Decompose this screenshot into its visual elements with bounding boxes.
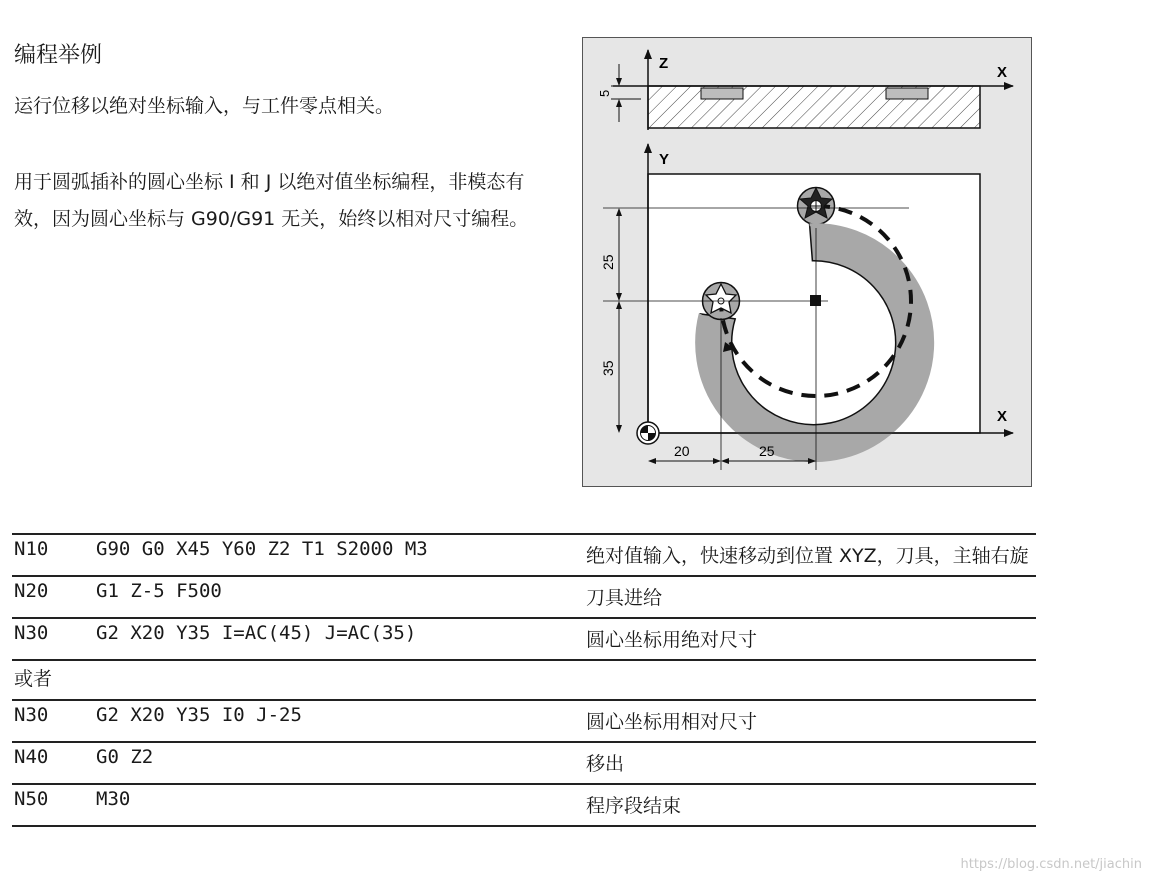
dimension-y-25: 25: [600, 254, 616, 270]
block-code: G2 X20 Y35 I=AC(45) J=AC(35): [96, 622, 417, 644]
table-row: [12, 784, 1036, 826]
side-view: [597, 50, 1013, 130]
description-text: 用于圆弧插补的圆心坐标 I 和 J 以绝对值坐标编程，非模态有效，因为圆心坐标与 G90/G91 无关，始终以相对尺寸编程。: [14, 171, 529, 230]
pocket-left: [701, 88, 743, 99]
block-code: G1 Z-5 F500: [96, 580, 222, 602]
block-code: G90 G0 X45 Y60 Z2 T1 S2000 M3: [96, 538, 428, 560]
pocket-right: [886, 88, 928, 99]
z-axis-label: Z: [659, 55, 669, 72]
y-axis-label: Y: [659, 151, 670, 168]
intro-text: 运行位移以绝对坐标输入，与工件零点相关。: [14, 95, 395, 117]
block-comment: 绝对值输入，快速移动到位置 XYZ，刀具，主轴右旋: [586, 545, 1029, 567]
watermark: https://blog.csdn.net/jiachin: [960, 857, 1142, 872]
block-number: N30: [14, 622, 49, 644]
block-number: N30: [14, 704, 49, 726]
block-code: G0 Z2: [96, 746, 154, 768]
dimension-y-35: 35: [600, 360, 616, 376]
arc-center-marker: [810, 295, 821, 306]
block-number: N10: [14, 538, 49, 560]
table-row: [12, 534, 1036, 576]
nc-program-table: [12, 533, 1036, 827]
table-row: [12, 742, 1036, 784]
table-row: [12, 660, 1036, 700]
depth-dimension: 5: [597, 89, 612, 97]
section-title: 编程举例: [14, 43, 103, 68]
block-number: N50: [14, 788, 49, 810]
top-x-axis-label: X: [997, 64, 1008, 81]
x-axis-label: X: [997, 408, 1008, 425]
block-comment: 圆心坐标用绝对尺寸: [586, 629, 758, 651]
table-row: [12, 576, 1036, 618]
block-comment: 移出: [586, 753, 625, 775]
block-number: N40: [14, 746, 49, 768]
block-code: G2 X20 Y35 I0 J-25: [96, 704, 302, 726]
block-number: N20: [14, 580, 49, 602]
workpiece-zero-icon: [637, 422, 659, 444]
dimension-x-25: 25: [759, 443, 775, 459]
plan-view: [600, 144, 1013, 470]
table-row: [12, 700, 1036, 742]
block-comment: 圆心坐标用相对尺寸: [586, 711, 758, 733]
table-row: [12, 618, 1036, 660]
programming-example-diagram: [582, 37, 1032, 487]
workpiece-hatch: [648, 86, 980, 128]
dimension-x-20: 20: [674, 443, 690, 459]
block-comment: 程序段结束: [586, 795, 682, 817]
block-comment: 刀具进给: [586, 587, 663, 609]
or-separator: 或者: [14, 668, 53, 690]
block-code: M30: [96, 788, 131, 810]
